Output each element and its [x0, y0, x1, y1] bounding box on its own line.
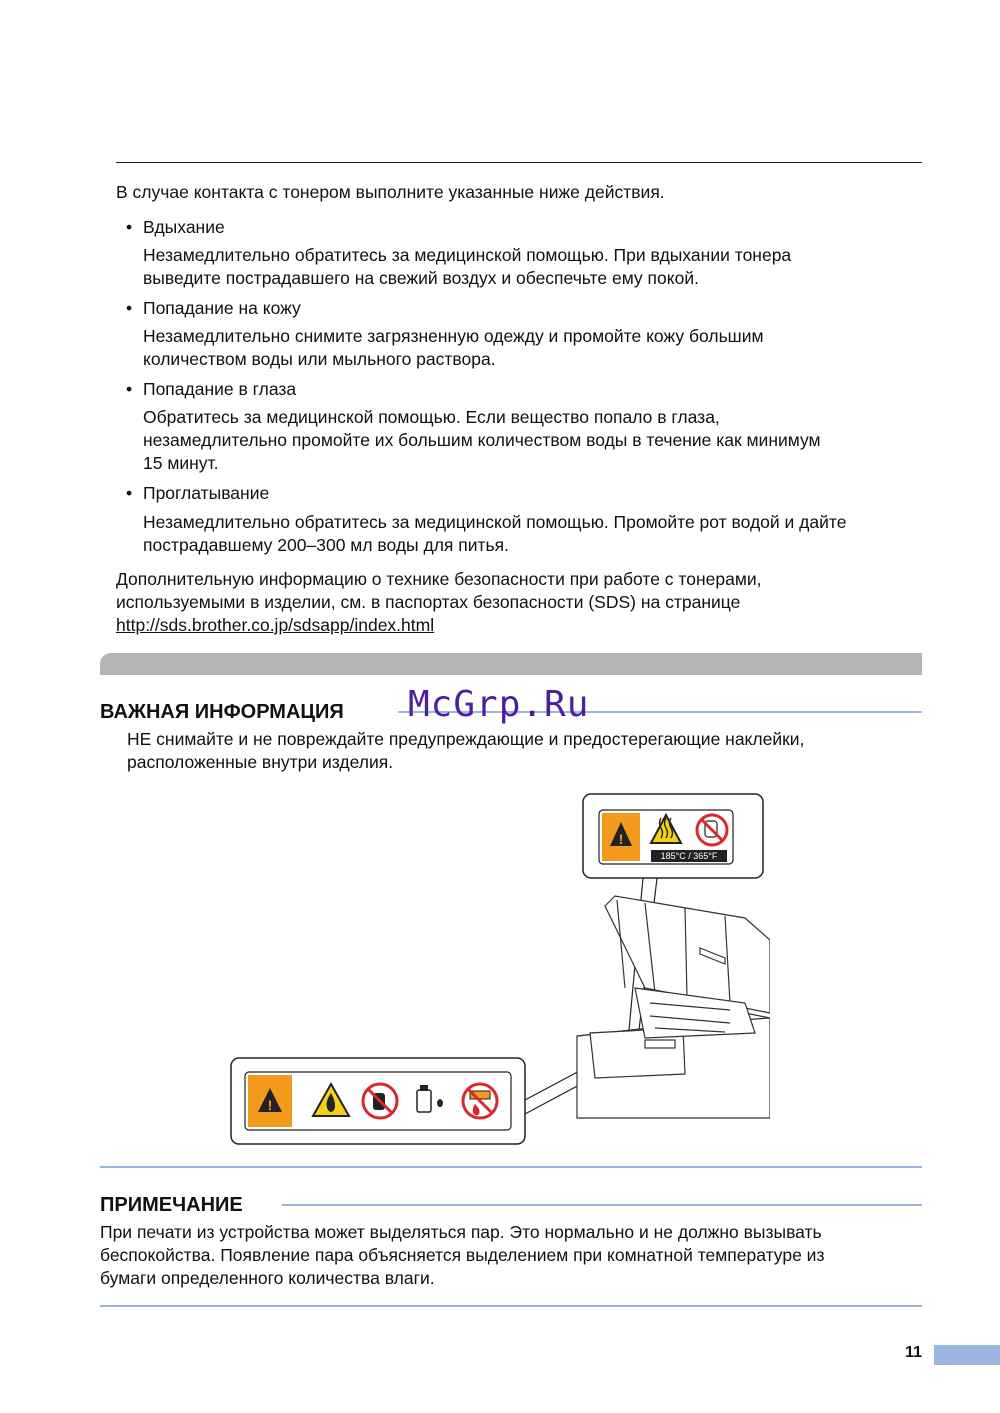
- temperature-text: 185°C / 365°F: [660, 851, 718, 861]
- note-heading: ПРИМЕЧАНИЕ: [100, 1194, 243, 1216]
- bullet-marker: •: [126, 483, 133, 503]
- bullet-text-line: Незамедлительно обратитесь за медицинской помощью. Промойте рот водой и дайте: [143, 512, 847, 532]
- note-text-line: При печати из устройства может выделяться пар. Это нормально и не должно вызывать: [100, 1222, 822, 1242]
- bullet-title-ingestion: Проглатывание: [143, 483, 270, 503]
- bullet-text-line: выведите пострадавшего на свежий воздух и обеспечьте ему покой.: [143, 268, 699, 288]
- additional-info-line: Дополнительную информацию о технике безопасности при работе с тонерами,: [116, 569, 762, 589]
- svg-text:!: !: [267, 1097, 273, 1113]
- note-heading-rule: [282, 1204, 922, 1206]
- bullet-title-skin: Попадание на кожу: [143, 298, 301, 318]
- bullet-text-line: 15 минут.: [143, 453, 219, 473]
- bullet-text-line: Незамедлительно обратитесь за медицинской помощью. При вдыхании тонера: [143, 245, 792, 265]
- important-text-line: расположенные внутри изделия.: [127, 752, 394, 772]
- bullet-marker: •: [126, 217, 133, 237]
- bullet-text-line: количеством воды или мыльного раствора.: [143, 349, 496, 369]
- top-rule: [116, 162, 922, 163]
- bullet-title-eyes: Попадание в глаза: [143, 379, 297, 399]
- bullet-title-inhalation: Вдыхание: [143, 217, 225, 237]
- note-text-line: бумаги определенного количества влаги.: [100, 1268, 435, 1288]
- svg-text:!: !: [618, 831, 624, 847]
- chemical-bottle-icon: [417, 1090, 431, 1112]
- hot-surface-label: [583, 794, 763, 878]
- bullet-marker: •: [126, 379, 133, 399]
- section-divider-bar: [100, 653, 922, 675]
- note-text-line: беспокойства. Появление пара объясняется выделением при комнатной температуре из: [100, 1245, 825, 1265]
- bullet-text-line: Незамедлительно снимите загрязненную одежду и промойте кожу большим: [143, 326, 764, 346]
- note-bottom-rule: [100, 1305, 922, 1307]
- bullet-text-line: незамедлительно промойте их большим количеством воды в течение как минимум: [143, 430, 821, 450]
- bullet-marker: •: [126, 298, 133, 318]
- bullet-text-line: пострадавшему 200–300 мл воды для питья.: [143, 535, 509, 555]
- intro-text: В случае контакта с тонером выполните указанные ниже действия.: [116, 182, 665, 202]
- printer-body: [577, 896, 770, 1118]
- flammable-warning-label: [231, 1058, 525, 1144]
- page-tab-marker: [934, 1345, 1000, 1365]
- important-text-line: НЕ снимайте и не повреждайте предупреждающие и предостерегающие наклейки,: [127, 729, 805, 749]
- additional-info-line: используемыми в изделии, см. в паспортах безопасности (SDS) на странице: [116, 592, 741, 612]
- watermark: McGrp.Ru: [408, 684, 590, 725]
- sds-link[interactable]: http://sds.brother.co.jp/sdsapp/index.html: [116, 615, 435, 635]
- section-rule: [100, 1166, 922, 1168]
- important-heading: ВАЖНАЯ ИНФОРМАЦИЯ: [100, 701, 344, 723]
- page-number: 11: [905, 1344, 922, 1361]
- bullet-text-line: Обратитесь за медицинской помощью. Если вещество попало в глаза,: [143, 407, 720, 427]
- printer-illustration: [225, 788, 770, 1153]
